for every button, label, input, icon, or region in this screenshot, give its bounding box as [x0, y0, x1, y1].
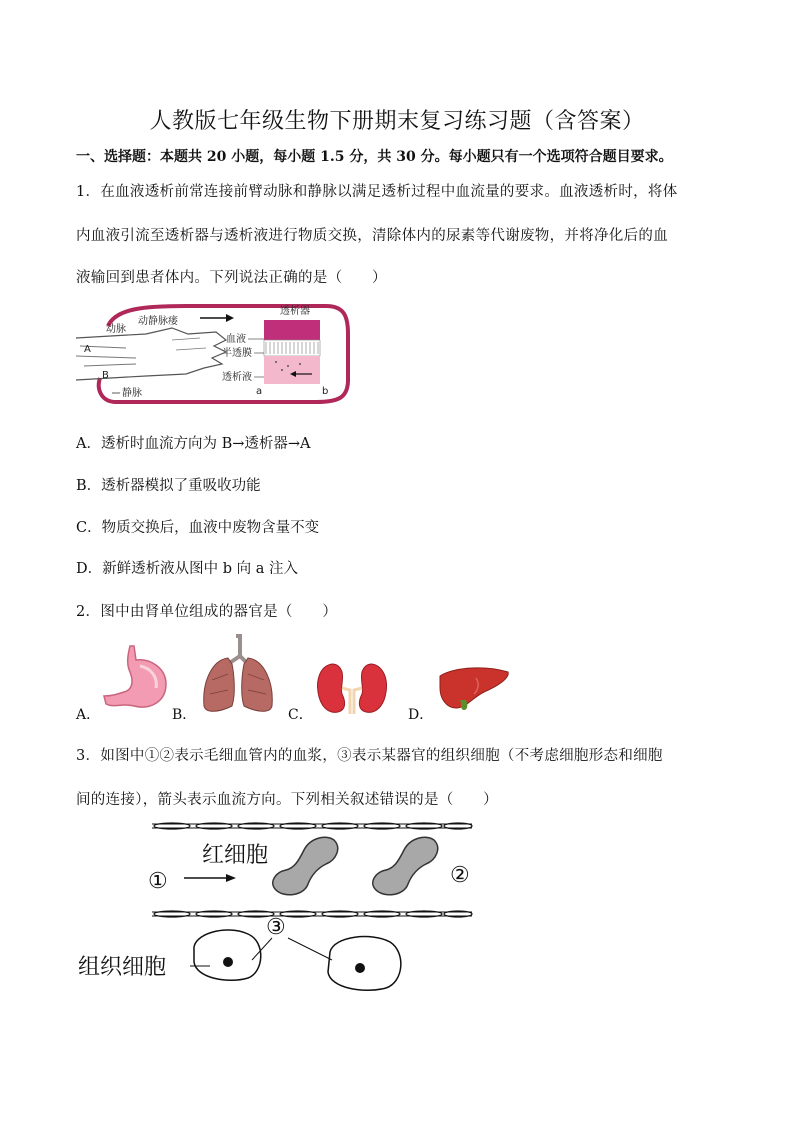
tissue-cell	[194, 930, 261, 980]
kidneys-icon	[314, 660, 390, 716]
red-blood-cell	[273, 837, 338, 895]
capillary-wall-bottom	[152, 911, 472, 917]
dialyzer-membrane	[264, 340, 320, 356]
artery-label: 动脉	[106, 324, 126, 335]
vein-label: 静脉	[122, 388, 142, 399]
dialysis-figure	[76, 300, 356, 408]
q1-option-a: A．透析时血流方向为 B→透析器→A	[76, 436, 311, 452]
q1-option-b: B．透析器模拟了重吸收功能	[76, 478, 261, 494]
q2-option-c-label: C．	[288, 707, 313, 723]
rbc-label: 红细胞	[202, 843, 269, 868]
membrane-label: 半透膜	[222, 348, 252, 359]
q2-stem: 2．图中由肾单位组成的器官是（ ）	[76, 604, 338, 620]
dialyzer-dialysate-chamber	[264, 356, 320, 384]
q1-option-d: D．新鲜透析液从图中 b 向 a 注入	[76, 561, 298, 577]
q2-option-d-label: D．	[408, 707, 434, 723]
point-b-label: B	[102, 370, 109, 381]
nucleus	[355, 963, 365, 973]
fistula-label: 动静脉瘘	[138, 316, 178, 327]
port-b-label: b	[322, 386, 329, 397]
tissue-cell	[328, 937, 401, 991]
plasma-2-label: ②	[450, 863, 470, 888]
lungs-icon	[198, 634, 278, 716]
q3-stem-line-1: 3．如图中①②表示毛细血管内的血浆，③表示某器官的组织细胞（不考虑细胞形态和细胞	[76, 748, 663, 764]
q1-stem-line-2: 内血液引流至透析器与透析液进行物质交换，清除体内的尿素等代谢废物，并将净化后的血	[76, 228, 668, 244]
q1-stem-line-1: 1．在血液透析前常连接前臂动脉和静脉以满足透析过程中血流量的要求。血液透析时，将体	[76, 184, 678, 200]
q3-stem-line-2: 间的连接），箭头表示血流方向。下列相关叙述错误的是（ ）	[76, 792, 498, 808]
dialysate-label: 透析液	[222, 372, 252, 383]
point-a-label: A	[84, 344, 91, 355]
q2-option-b-label: B．	[172, 707, 197, 723]
port-a-label: a	[256, 386, 263, 397]
nucleus	[223, 957, 233, 967]
red-blood-cell	[373, 837, 438, 895]
q1-stem-line-3: 液输回到患者体内。下列说法正确的是（ ）	[76, 270, 387, 286]
q1-option-c: C．物质交换后，血液中废物含量不变	[76, 520, 320, 536]
tissue-cell-3-label: ③	[266, 915, 286, 940]
dialyzer-blood-chamber	[264, 320, 320, 340]
capillary-wall-top	[152, 823, 472, 829]
stomach-icon	[100, 642, 172, 714]
blood-label: 血液	[226, 334, 246, 345]
liver-icon	[436, 664, 512, 714]
dialyzer-label: 透析器	[280, 306, 310, 317]
page-title: 人教版七年级生物下册期末复习练习题（含答案）	[149, 109, 645, 134]
plasma-1-label: ①	[148, 869, 168, 894]
arm-drawing	[76, 328, 226, 380]
capillary-figure	[76, 812, 496, 994]
tissue-cell-label: 组织细胞	[78, 955, 167, 980]
q2-option-a-label: A．	[76, 707, 101, 723]
section-heading: 一、选择题：本题共 20 小题，每小题 1.5 分，共 30 分。每小题只有一个选项符合题目要求。	[76, 149, 673, 165]
